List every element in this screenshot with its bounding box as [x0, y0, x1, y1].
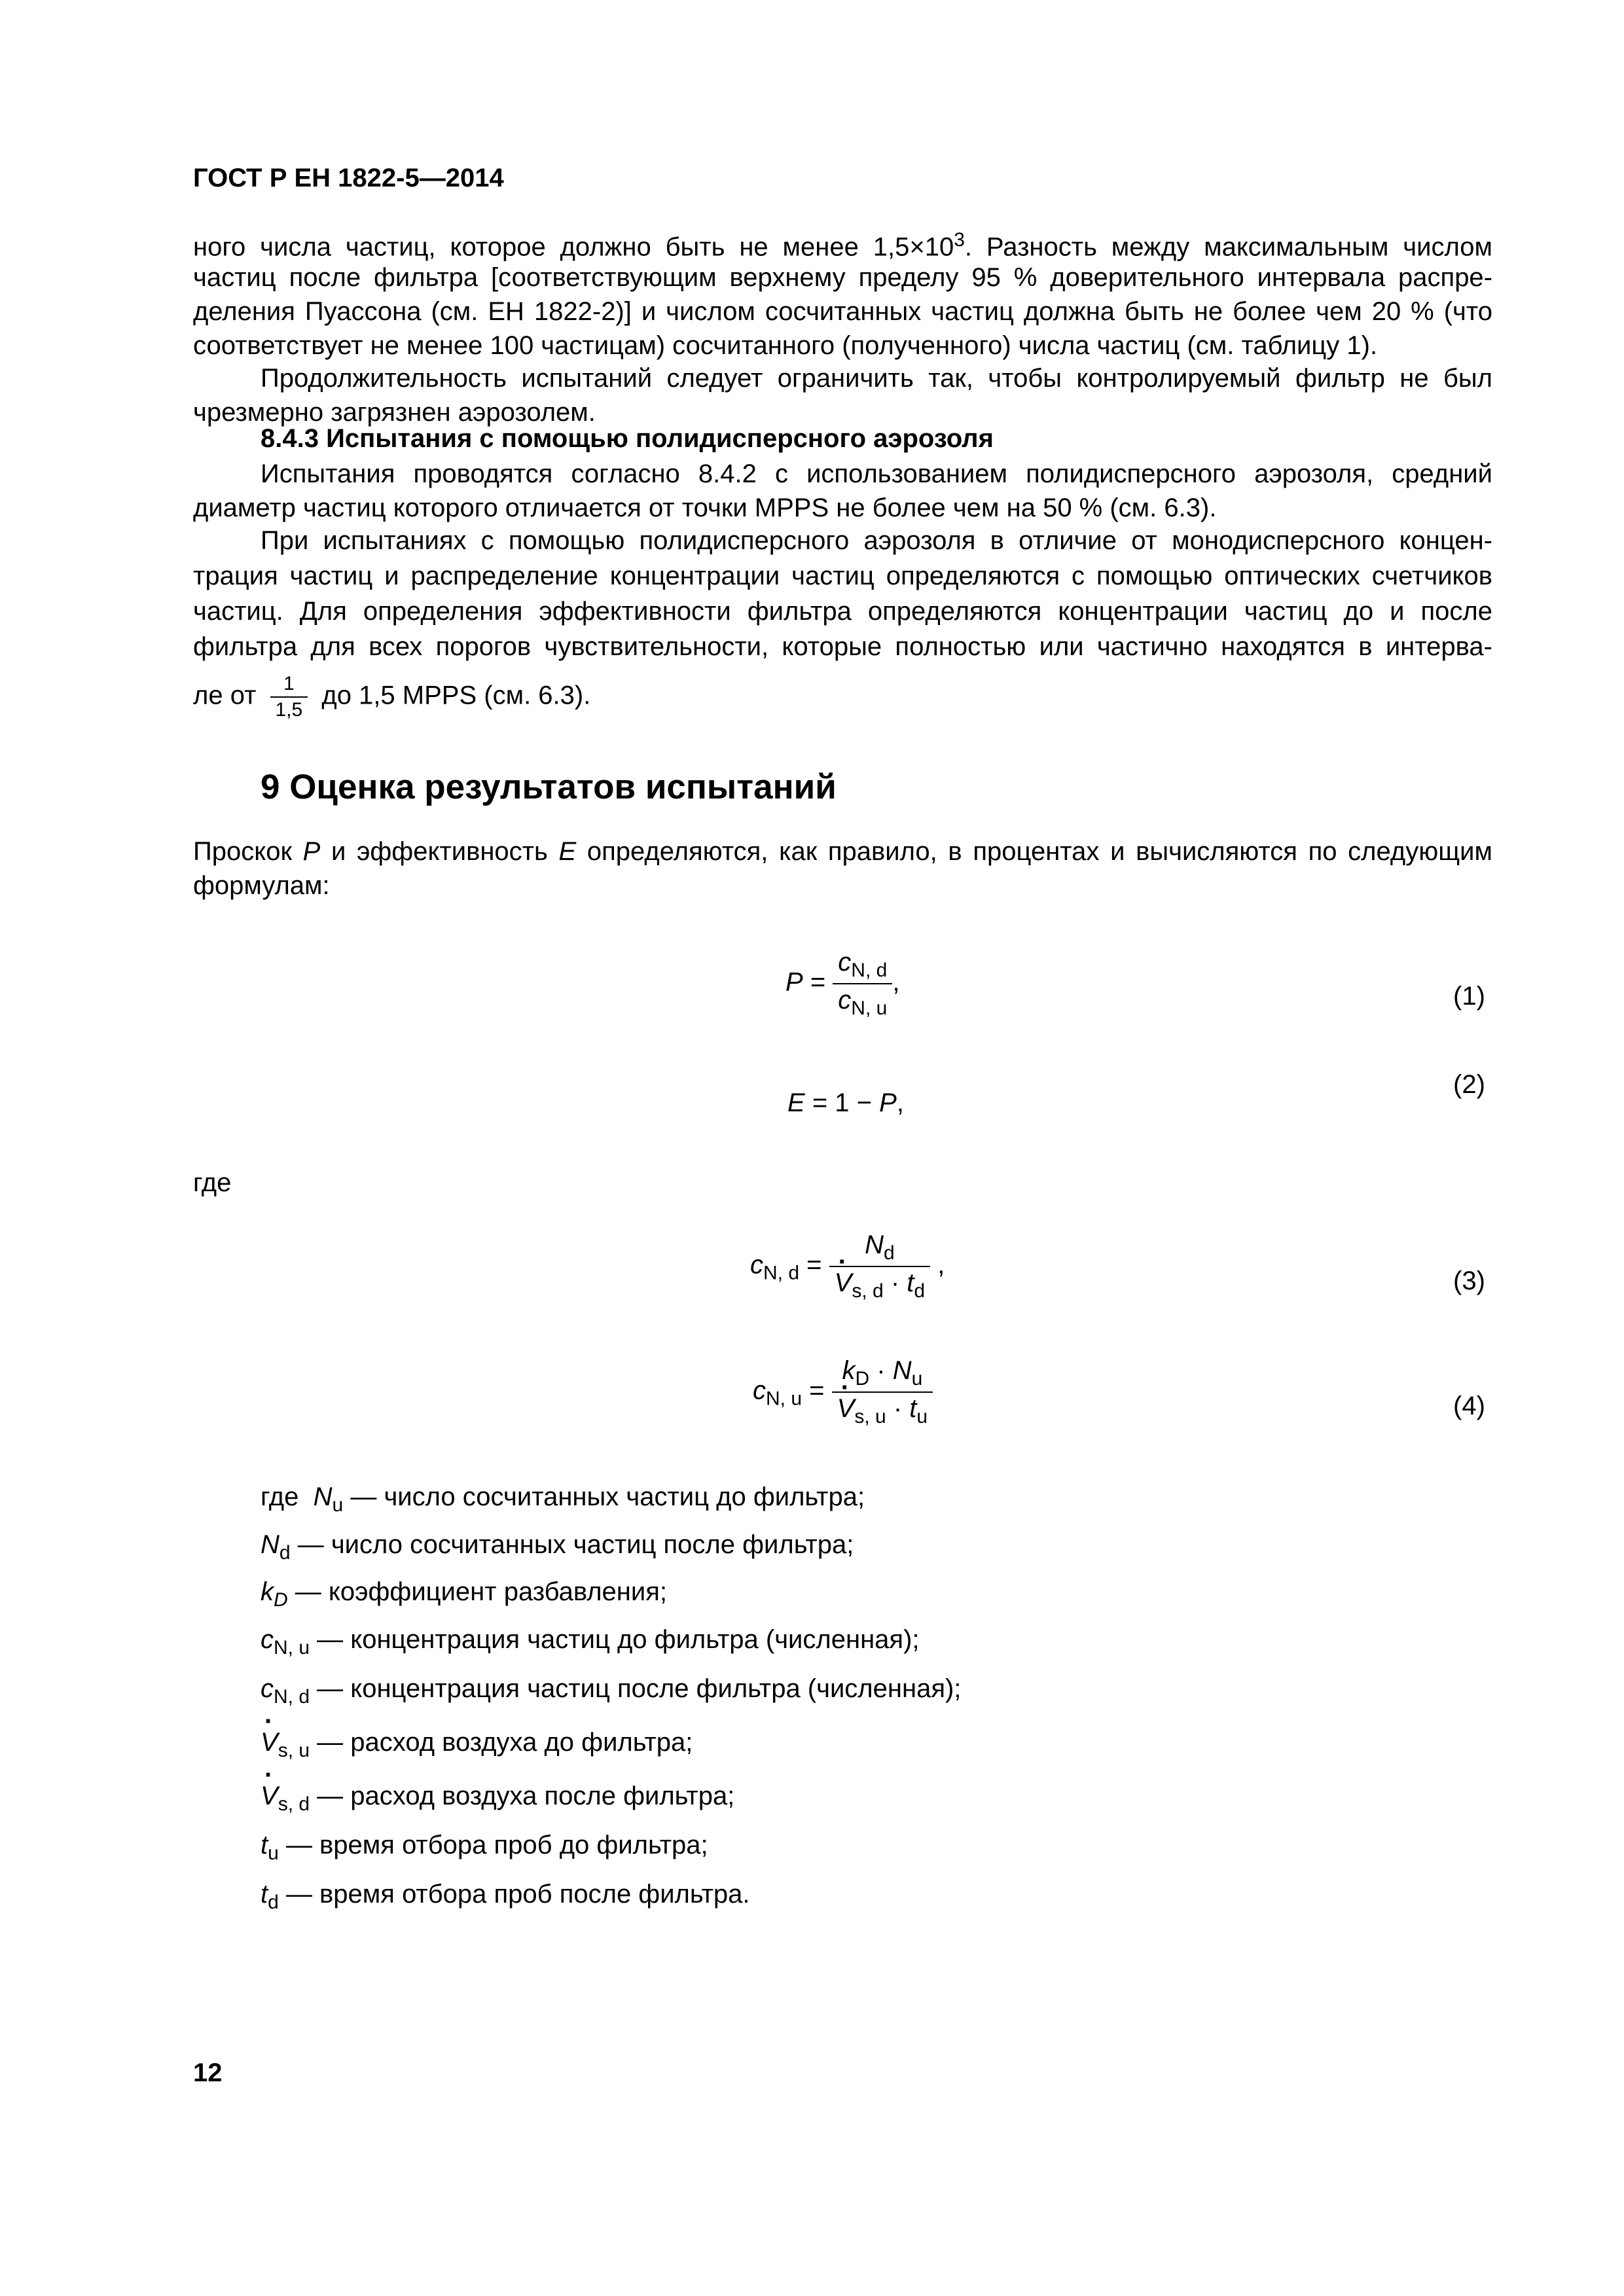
- equation-1: P = $\frac{c_{N, d}}{c_{N, u}}$ ,: [785, 948, 900, 1019]
- para2: Продолжительность испытаний следует ограничить так, чтобы контролируемый фильтр не был чрезмерно загрязнен аэрозолем.: [193, 364, 1492, 427]
- where-label: где: [193, 1168, 232, 1197]
- para4-line3: частиц. Для определения эффективности фильтра определяются концентрации частиц до и после: [193, 597, 1492, 626]
- legend-item: $N_d$ — число сосчитанных частиц после фильтра;: [261, 1530, 854, 1564]
- legend-item: $t_d$ — время отбора проб после фильтра.: [261, 1880, 750, 1913]
- equation-number-3: (3): [1453, 1266, 1485, 1295]
- legend-item: где $N_u$ — число сосчитанных частиц до фильтра;: [261, 1482, 865, 1516]
- legend-item: $k_D$ — коэффициент разбавления;: [261, 1577, 667, 1611]
- equation-number-1: (1): [1453, 982, 1485, 1011]
- para4-line1: При испытаниях с помощью полидисперсного аэрозоля в отличие от монодисперсного концен-: [261, 526, 1492, 555]
- para1-line4: соответствует не менее 100 частицам) сосчитанного (полученного) числа частиц (см. таблицу 1).: [193, 331, 1378, 360]
- legend-item: · $V_{s, d}$ — расход воздуха после фильтра;: [261, 1782, 734, 1816]
- equation-number-2: (2): [1453, 1070, 1485, 1099]
- legend-item: $c_{N, u}$ — концентрация частиц до фильтра (численная);: [261, 1625, 920, 1659]
- equation-number-4: (4): [1453, 1391, 1485, 1420]
- intro-paragraph: Проскок P и эффективность E определяются, как правило, в процентах и вычисляются по следующим формулам:: [193, 837, 1492, 900]
- eq4-fraction: $k_D \cdot N_u$ · $V_{s, u} \cdot t_u$: [832, 1356, 933, 1428]
- equation-4: $c_{N, u}$ = $k_D \cdot N_u$ · $V_{s, u} \cdot t_u$: [753, 1356, 933, 1428]
- document-header: ГОСТ Р ЕН 1822-5—2014: [193, 164, 504, 192]
- page-number: 12: [193, 2058, 223, 2087]
- para3: Испытания проводятся согласно 8.4.2 с использованием полидисперсного аэрозоля, средний диаметр частиц которого отличается от точки MPPS не более чем на 50 % (см. 6.3).: [193, 459, 1492, 522]
- equation-2: E = 1 − P,: [787, 1088, 904, 1117]
- para4-line2: трация частиц и распределение концентрации частиц определяются с помощью оптических счетчиков: [193, 562, 1492, 590]
- eq3-fraction: $N_d$ · $V_{s, d} \cdot t_d$: [829, 1230, 930, 1302]
- para1-line2: частиц после фильтра [соответствующим верхнему пределу 95 % доверительного интервала распре-: [193, 263, 1492, 292]
- eq1-fraction: $\frac{c_{N, d}}{c_{N, u}}$: [833, 948, 892, 1020]
- para1-line3: деления Пуассона (см. ЕН 1822-2)] и числом сосчитанных частиц должна быть не более чем 20 % (что: [193, 297, 1492, 326]
- para4-line4: фильтра для всех порогов чувствительности, которые полностью или частично находятся в интерва-: [193, 632, 1492, 661]
- fraction-one-over-1-5: $\frac{1}{1,5}$: [270, 673, 308, 721]
- subsection-title: 8.4.3 Испытания с помощью полидисперсного аэрозоля: [261, 424, 994, 453]
- para1-line1: ного числа частиц, которое должно быть не менее $1,5\times 10^3$. Разность между максимальным числом: [193, 229, 1493, 262]
- legend-item: · $V_{s, u}$ — расход воздуха до фильтра;: [261, 1728, 693, 1762]
- legend-item: $t_u$ — время отбора проб до фильтра;: [261, 1831, 708, 1864]
- legend-item: $c_{N, d}$ — концентрация частиц после фильтра (численная);: [261, 1674, 962, 1708]
- section-heading: 9 Оценка результатов испытаний: [261, 768, 837, 806]
- equation-3: $c_{N, d}$ = $N_d$ · $V_{s, d} \cdot t_d$ ,: [750, 1230, 945, 1302]
- para4-line5: ле от $\frac{1}{1,5}$ до 1,5 MPPS (см. 6.3).: [193, 673, 591, 721]
